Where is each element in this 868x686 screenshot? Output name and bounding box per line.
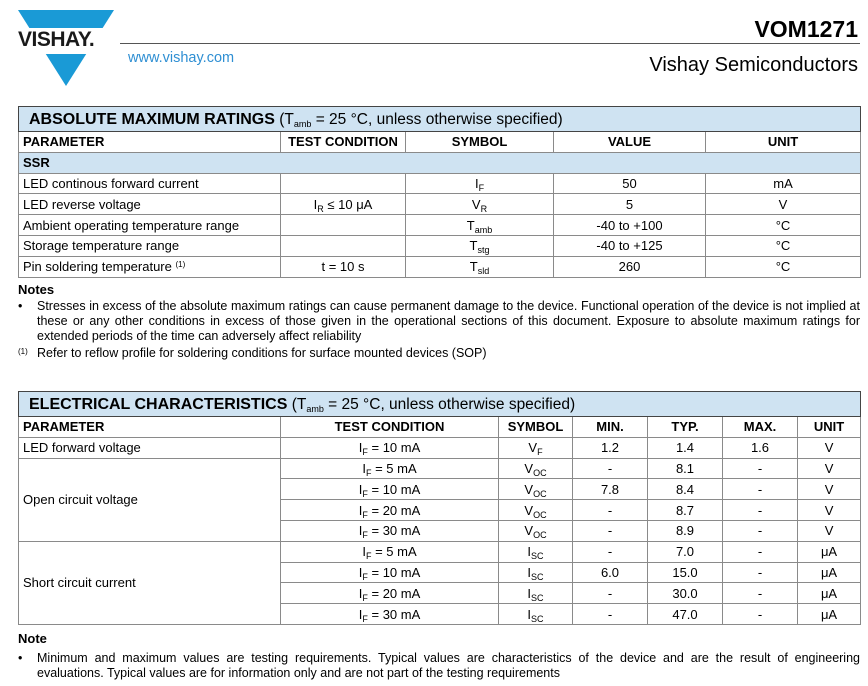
parameter-cell: Short circuit current bbox=[19, 541, 281, 624]
vishay-logo bbox=[18, 8, 118, 88]
min-cell: - bbox=[573, 604, 648, 625]
condition: 10 mA bbox=[382, 481, 421, 497]
parameter-cell bbox=[19, 173, 281, 194]
unit-cell: μA bbox=[798, 541, 861, 562]
symbol-cell bbox=[406, 256, 554, 277]
max-cell: - bbox=[723, 583, 798, 604]
parameter-cell bbox=[19, 256, 281, 277]
symbol-cell bbox=[406, 173, 554, 194]
subscript: OC bbox=[533, 509, 547, 520]
min-cell: - bbox=[573, 500, 648, 521]
parameter: Storage temperature range bbox=[23, 238, 180, 254]
max-cell: - bbox=[723, 604, 798, 625]
symbol-cell bbox=[406, 215, 554, 236]
subscript: SC bbox=[531, 571, 544, 582]
condition-cell bbox=[281, 541, 499, 562]
symbol-cell bbox=[406, 194, 554, 215]
logo-text: VISHAY. bbox=[18, 28, 95, 51]
subscript: F bbox=[362, 509, 368, 520]
symbol: I bbox=[474, 175, 479, 191]
unit-cell: V bbox=[798, 437, 861, 458]
table-title-row bbox=[19, 392, 861, 417]
condition: 10 mA bbox=[382, 564, 421, 580]
subscript: stg bbox=[477, 245, 490, 256]
typ-cell: 8.1 bbox=[648, 458, 723, 479]
condition: t = 10 s bbox=[321, 259, 365, 275]
symbol: T bbox=[466, 217, 475, 233]
condition: 30 mA bbox=[382, 523, 421, 539]
condition: 5 mA bbox=[386, 460, 417, 476]
condition: I bbox=[358, 481, 363, 497]
condition-cell bbox=[281, 479, 499, 500]
header-divider bbox=[120, 43, 860, 44]
company-name: Vishay Semiconductors bbox=[649, 54, 858, 76]
symbol-cell bbox=[499, 604, 573, 625]
symbol-cell bbox=[499, 458, 573, 479]
section-label: SSR bbox=[19, 152, 861, 173]
max-cell: - bbox=[723, 520, 798, 541]
symbol-cell bbox=[499, 437, 573, 458]
section-row bbox=[19, 152, 861, 173]
min-cell: 7.8 bbox=[573, 479, 648, 500]
min-cell: 6.0 bbox=[573, 562, 648, 583]
title-condition: (T bbox=[291, 395, 307, 413]
unit-cell: μA bbox=[798, 562, 861, 583]
subscript: F bbox=[365, 551, 372, 562]
condition: 10 mA bbox=[382, 440, 421, 456]
symbol-cell bbox=[499, 562, 573, 583]
absolute-max-ratings-table bbox=[18, 106, 861, 278]
parameter-cell: Open circuit voltage bbox=[19, 458, 281, 541]
value-cell: 50 bbox=[554, 173, 706, 194]
part-number: VOM1271 bbox=[754, 16, 858, 42]
column-header: MAX. bbox=[723, 417, 798, 438]
unit-cell: μA bbox=[798, 604, 861, 625]
max-cell: - bbox=[723, 479, 798, 500]
subscript: OC bbox=[533, 488, 547, 499]
subscript: R bbox=[480, 203, 488, 214]
footnote-ref: (1) bbox=[175, 260, 186, 270]
parameter: Pin soldering temperature bbox=[23, 259, 172, 275]
condition-cell bbox=[281, 173, 406, 194]
subscript: F bbox=[362, 530, 368, 541]
symbol: V bbox=[524, 460, 534, 476]
condition: I bbox=[362, 544, 366, 560]
symbol-cell bbox=[499, 479, 573, 500]
subscript: F bbox=[478, 182, 485, 193]
unit-cell: V bbox=[706, 194, 861, 215]
subscript: amb bbox=[306, 403, 324, 414]
subscript: R bbox=[317, 203, 324, 214]
condition: I bbox=[313, 196, 318, 212]
abs-note-2 bbox=[18, 346, 860, 361]
column-header: MIN. bbox=[573, 417, 648, 438]
column-header: VALUE bbox=[554, 132, 706, 153]
condition: = bbox=[371, 544, 387, 560]
symbol-cell bbox=[406, 235, 554, 256]
condition: I bbox=[358, 564, 363, 580]
condition: = bbox=[367, 585, 383, 601]
table-row bbox=[19, 256, 861, 277]
table-row bbox=[19, 173, 861, 194]
note-text: Minimum and maximum values are testing requirements. Typical values are characteristics of the device and are the result of engineering evaluations. Typical values are for information only and are not part of the testing requirements bbox=[37, 651, 860, 680]
symbol: I bbox=[527, 544, 532, 560]
min-cell: - bbox=[573, 520, 648, 541]
condition-cell bbox=[281, 583, 499, 604]
typ-cell: 30.0 bbox=[648, 583, 723, 604]
title-condition: = 25 °C, unless otherwise specified) bbox=[311, 110, 563, 128]
column-header: TEST CONDITION bbox=[281, 417, 499, 438]
condition: 30 mA bbox=[382, 606, 421, 622]
column-header: UNIT bbox=[798, 417, 861, 438]
subscript: amb bbox=[474, 224, 493, 235]
parameter: Ambient operating temperature range bbox=[23, 217, 240, 233]
subscript: F bbox=[362, 571, 368, 582]
min-cell: - bbox=[573, 458, 648, 479]
symbol-cell bbox=[499, 500, 573, 521]
unit-cell: °C bbox=[706, 235, 861, 256]
subscript: SC bbox=[531, 551, 544, 562]
symbol: V bbox=[528, 440, 538, 456]
website-link[interactable]: www.vishay.com bbox=[128, 50, 235, 66]
condition: = bbox=[367, 523, 383, 539]
table-title bbox=[19, 392, 861, 417]
max-cell: - bbox=[723, 458, 798, 479]
parameter-cell bbox=[19, 215, 281, 236]
note-text: Stresses in excess of the absolute maximum ratings can cause permanent damage to the device. Functional operation of the device is not implied at these or any other conditions in excess of those given in the operational sections of this document. Exposure to absolute maximum ratings for extended periods of the time can adversely affect reliability bbox=[37, 299, 860, 343]
condition: I bbox=[358, 502, 363, 518]
condition: I bbox=[358, 523, 363, 539]
table-row bbox=[19, 215, 861, 236]
condition-cell bbox=[281, 458, 499, 479]
condition-cell bbox=[281, 256, 406, 277]
parameter-cell: LED forward voltage bbox=[19, 437, 281, 458]
column-header: TEST CONDITION bbox=[281, 132, 406, 153]
symbol-cell bbox=[499, 520, 573, 541]
condition-cell bbox=[281, 500, 499, 521]
typ-cell: 7.0 bbox=[648, 541, 723, 562]
table-title-text: ELECTRICAL CHARACTERISTICS bbox=[29, 395, 288, 413]
unit-cell: mA bbox=[706, 173, 861, 194]
symbol: I bbox=[527, 606, 532, 622]
unit-cell: V bbox=[798, 479, 861, 500]
parameter-cell bbox=[19, 235, 281, 256]
condition: I bbox=[358, 440, 363, 456]
symbol: V bbox=[471, 196, 481, 212]
condition: 20 mA bbox=[382, 585, 421, 601]
min-cell: 1.2 bbox=[573, 437, 648, 458]
elec-notes bbox=[18, 631, 47, 646]
value-cell: -40 to +125 bbox=[554, 235, 706, 256]
parameter-cell bbox=[19, 194, 281, 215]
table-row bbox=[19, 541, 861, 562]
column-header: PARAMETER bbox=[19, 132, 281, 153]
condition-cell bbox=[281, 437, 499, 458]
table-row bbox=[19, 458, 861, 479]
value-cell: 260 bbox=[554, 256, 706, 277]
condition: = bbox=[367, 502, 383, 518]
max-cell: 1.6 bbox=[723, 437, 798, 458]
unit-cell: °C bbox=[706, 256, 861, 277]
condition: 20 mA bbox=[382, 502, 421, 518]
condition: = bbox=[371, 460, 387, 476]
condition: I bbox=[358, 585, 363, 601]
condition-cell bbox=[281, 562, 499, 583]
typ-cell: 15.0 bbox=[648, 562, 723, 583]
condition-cell bbox=[281, 215, 406, 236]
table-row bbox=[19, 235, 861, 256]
condition: = bbox=[367, 481, 383, 497]
footnote-marker: (1) bbox=[18, 347, 28, 356]
subscript: F bbox=[362, 488, 368, 499]
subscript: F bbox=[362, 613, 368, 624]
table-row bbox=[19, 437, 861, 458]
title-condition: (T bbox=[279, 110, 294, 128]
max-cell: - bbox=[723, 500, 798, 521]
abs-note-1 bbox=[18, 299, 860, 344]
subscript: sld bbox=[477, 266, 490, 277]
subscript: SC bbox=[531, 592, 544, 603]
condition: = bbox=[367, 606, 383, 622]
unit-cell: °C bbox=[706, 215, 861, 236]
symbol: V bbox=[524, 481, 534, 497]
typ-cell: 8.9 bbox=[648, 520, 723, 541]
abs-notes bbox=[18, 282, 54, 297]
typ-cell: 8.7 bbox=[648, 500, 723, 521]
header-row bbox=[19, 132, 861, 153]
subscript: SC bbox=[531, 613, 544, 624]
value-cell: -40 to +100 bbox=[554, 215, 706, 236]
subscript: F bbox=[362, 447, 368, 458]
electrical-characteristics-table bbox=[18, 391, 861, 625]
symbol: I bbox=[527, 564, 532, 580]
subscript: OC bbox=[533, 467, 547, 478]
condition-cell bbox=[281, 194, 406, 215]
condition: = bbox=[367, 564, 383, 580]
condition: 5 mA bbox=[386, 544, 417, 560]
table-row bbox=[19, 194, 861, 215]
max-cell: - bbox=[723, 541, 798, 562]
condition: ≤ 10 μA bbox=[323, 196, 373, 212]
value-cell: 5 bbox=[554, 194, 706, 215]
subscript: F bbox=[362, 592, 368, 603]
column-header: PARAMETER bbox=[19, 417, 281, 438]
condition: I bbox=[358, 606, 363, 622]
symbol: V bbox=[524, 523, 534, 539]
header-row bbox=[19, 417, 861, 438]
subscript: OC bbox=[533, 530, 547, 541]
symbol: V bbox=[524, 502, 534, 518]
title-condition: = 25 °C, unless otherwise specified) bbox=[323, 395, 576, 413]
unit-cell: V bbox=[798, 500, 861, 521]
column-header: SYMBOL bbox=[406, 132, 554, 153]
condition: = bbox=[367, 440, 383, 456]
parameter: LED continous forward current bbox=[23, 175, 199, 191]
column-header: TYP. bbox=[648, 417, 723, 438]
typ-cell: 47.0 bbox=[648, 604, 723, 625]
condition-cell bbox=[281, 520, 499, 541]
column-header: SYMBOL bbox=[499, 417, 573, 438]
subscript: F bbox=[365, 467, 372, 478]
unit-cell: V bbox=[798, 520, 861, 541]
min-cell: - bbox=[573, 583, 648, 604]
max-cell: - bbox=[723, 562, 798, 583]
note-text: Refer to reflow profile for soldering conditions for surface mounted devices (SOP) bbox=[37, 346, 487, 360]
bullet-icon: • bbox=[18, 299, 23, 313]
unit-cell: μA bbox=[798, 583, 861, 604]
typ-cell: 1.4 bbox=[648, 437, 723, 458]
column-header: UNIT bbox=[706, 132, 861, 153]
notes-heading: Notes bbox=[18, 282, 55, 297]
elec-note-1 bbox=[18, 651, 860, 681]
symbol: I bbox=[527, 585, 532, 601]
symbol: T bbox=[469, 259, 478, 275]
table-title bbox=[19, 107, 861, 132]
condition-cell bbox=[281, 604, 499, 625]
bullet-icon: • bbox=[18, 651, 23, 665]
unit-cell: V bbox=[798, 458, 861, 479]
symbol: T bbox=[469, 238, 478, 254]
subscript: F bbox=[537, 447, 543, 458]
typ-cell: 8.4 bbox=[648, 479, 723, 500]
condition: I bbox=[362, 460, 366, 476]
parameter: LED reverse voltage bbox=[23, 196, 141, 212]
symbol-cell bbox=[499, 583, 573, 604]
notes-heading: Note bbox=[18, 631, 47, 646]
condition-cell bbox=[281, 235, 406, 256]
subscript: amb bbox=[293, 118, 312, 129]
table-title-row bbox=[19, 107, 861, 132]
min-cell: - bbox=[573, 541, 648, 562]
symbol-cell bbox=[499, 541, 573, 562]
table-title-text: ABSOLUTE MAXIMUM RATINGS bbox=[29, 110, 275, 128]
